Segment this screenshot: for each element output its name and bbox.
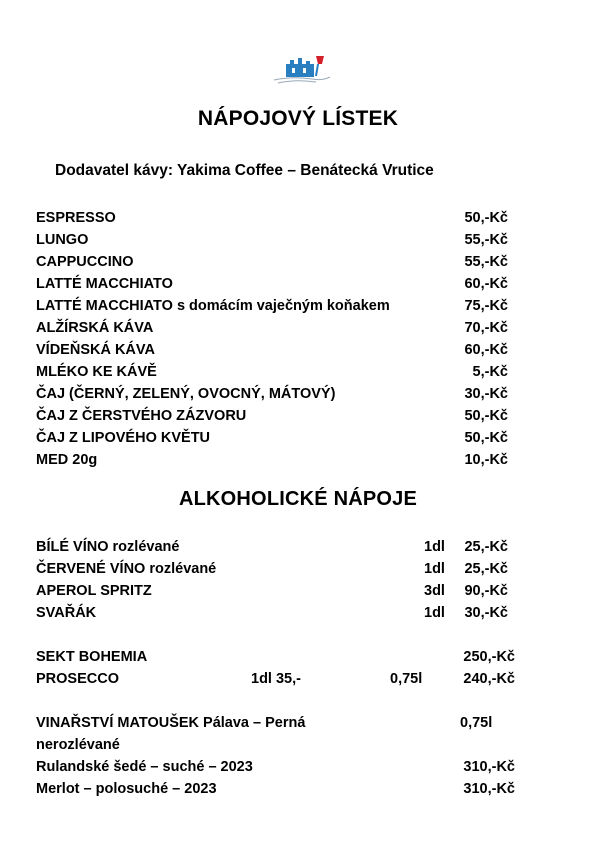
menu-item: LUNGO 55,-Kč [36, 232, 508, 248]
menu-item: VÍDEŇSKÁ KÁVA 60,-Kč [36, 342, 508, 358]
menu-item: ESPRESSO 50,-Kč [36, 210, 508, 226]
menu-item: Rulandské šedé – suché – 2023 310,-Kč [36, 759, 515, 775]
menu-item: ALŽÍRSKÁ KÁVA 70,-Kč [36, 320, 508, 336]
page-title: NÁPOJOVÝ LÍSTEK [197, 107, 399, 130]
winery-line: VINAŘSTVÍ MATOUŠEK Pálava – Perná 0,75l [36, 715, 493, 731]
menu-item: APEROL SPRITZ 3dl 90,-Kč [36, 583, 508, 599]
menu-item: ČAJ (ČERNÝ, ZELENÝ, OVOCNÝ, MÁTOVÝ) 30,-Kč [36, 386, 508, 402]
menu-item: SVAŘÁK 1dl 30,-Kč [36, 605, 508, 621]
menu-item: PROSECCO 1dl 35,- 0,75l 240,-Kč [36, 671, 515, 687]
menu-item: Merlot – polosuché – 2023 310,-Kč [36, 781, 515, 797]
menu-item: BÍLÉ VÍNO rozlévané 1dl 25,-Kč [36, 539, 508, 555]
castle-logo-icon [272, 50, 332, 88]
menu-item: SEKT BOHEMIA 250,-Kč [36, 649, 515, 665]
menu-item: ČAJ Z ČERSTVÉHO ZÁZVORU 50,-Kč [36, 408, 508, 424]
menu-item: MED 20g 10,-Kč [36, 452, 508, 468]
menu-item: MLÉKO KE KÁVĚ 5,-Kč [36, 364, 508, 380]
alcohol-section-title: ALKOHOLICKÉ NÁPOJE [178, 488, 418, 510]
menu-item: ČAJ Z LIPOVÉHO KVĚTU 50,-Kč [36, 430, 508, 446]
menu-item: ČERVENÉ VÍNO rozlévané 1dl 25,-Kč [36, 561, 508, 577]
menu-item: CAPPUCCINO 55,-Kč [36, 254, 508, 270]
coffee-supplier: Dodavatel kávy: Yakima Coffee – Benátecká Vrutice [55, 162, 434, 179]
winery-line: nerozlévané [36, 737, 120, 753]
menu-item: LATTÉ MACCHIATO 60,-Kč [36, 276, 508, 292]
menu-item: LATTÉ MACCHIATO s domácím vaječným koňakem 75,-Kč [36, 298, 508, 314]
